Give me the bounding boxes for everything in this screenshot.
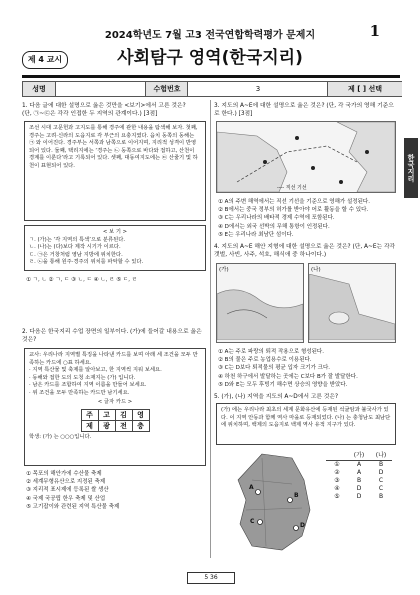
q4-option-2[interactable]: ② B의 물은 주로 농업용수로 이용된다. <box>218 357 312 364</box>
q2-line-4: · 남은 카드를 조합하여 지역 이름을 만들어 보세요. <box>29 382 147 388</box>
q4-map-a-drawing <box>217 274 303 340</box>
page-title: 사회탐구 영역(한국지리) <box>117 48 303 68</box>
q5-point-b: B <box>294 492 299 499</box>
subject-side-tab: 한국지리 <box>404 138 418 198</box>
q3-stem: 3. 지도의 A~E에 대한 설명으로 옳은 것은? (단, 각 국가의 영해 기준으로 한다.) [3점] <box>214 103 394 117</box>
q1-bogi-1: ㄱ. (가)는 ‘각 지역의 특색’으로 분류된다. <box>29 236 126 243</box>
q5-answer-grid <box>326 452 392 501</box>
choice-b: B <box>378 461 384 468</box>
card-cell: 전 <box>115 420 132 431</box>
q3-option-5[interactable]: ⑤ E는 우리나라 최남단 섬이다. <box>218 231 294 238</box>
q5-passage-box <box>216 403 396 445</box>
q3-map-drawing <box>217 122 395 192</box>
name-field <box>55 82 146 96</box>
q3-option-1[interactable]: ① A의 주변 해역에서는 직선 기선을 기준으로 영해가 설정된다. <box>218 199 370 205</box>
choice-num: ③ <box>334 477 340 484</box>
exam-subtitle: 2024학년도 7월 고3 전국연합학력평가 문제지 <box>104 30 316 41</box>
q1-bogi-label: < 보 기 > <box>102 229 128 235</box>
choice-num: ⑤ <box>334 493 340 500</box>
q3-map-legend: ---- 직선 기선 <box>277 185 307 191</box>
q1-stem-line1: 1. 다음 글에 대한 설명으로 옳은 것만을 <보기>에서 고른 것은? <box>22 103 186 109</box>
q2-option-2[interactable]: ② 세계무형유산으로 지정된 축제 <box>26 479 106 486</box>
header-divider <box>22 75 400 78</box>
info-row <box>22 81 402 97</box>
page-footer: 5 36 <box>187 572 235 584</box>
table-header: (가) <box>353 452 365 459</box>
q5-point-d: D <box>300 522 305 529</box>
q5-stem: 5. (가), (나) 지역을 지도의 A~D에서 고른 것은? <box>214 394 339 400</box>
table-row[interactable] <box>326 493 392 501</box>
q4-map-b <box>308 263 396 343</box>
table-row[interactable] <box>326 461 392 470</box>
q5-map-drawing <box>232 450 316 554</box>
table-row[interactable] <box>326 485 392 493</box>
card-cell: 고 <box>98 409 115 420</box>
q2-option-1[interactable]: ① 목포의 해안가에 수산물 축제 <box>26 471 102 477</box>
q2-dialog-box <box>24 348 206 466</box>
q2-stem: 2. 다음은 한국지리 수업 장면의 일부이다. (가)에 들어갈 내용으로 옳은 것은? <box>22 329 202 343</box>
card-cell: 김 <box>115 409 132 420</box>
q2-line-3: · 동해와 접한 도의 도청 소재지는 (가) 입니다. <box>29 374 136 381</box>
q2-line-5: · 위 조건을 모두 만족하는 카드만 남기세요. <box>29 389 130 396</box>
choice-a: A <box>356 469 362 476</box>
q5-passage: (가) 에는 우리나라 최초의 세계 문화유산에 등재된 석굴암과 불국사가 있다. 이 지역 안동과 함께 역사 마을로 등재되었다. (나) 는 충청남도 최남단에 위치하며, 백제의 도읍지로 백제 역사 유적 지구가 있다. <box>221 407 391 428</box>
table-row[interactable] <box>326 469 392 477</box>
q1-passage: 조선 시대 고문헌과 고지도를 통해 경주에 관한 내용을 탐색해 보자. 첫째, 경주는 고려·신라의 도읍지로 각 부근의 요충지였다. 읍치 동쪽의 동해는 ㉠ 와 이어진다. 경주부는 서쪽과 남쪽으로 이어지며, 지리적 성격이 반영되어 있다. 둘째, 택리지에는 ‘경주는 ㉡ 동쪽으로 바다와 접하고, 산천이 경계를 이룬다’라고 기록되어 있다. 셋째, 대동여지도에는 ㉢ 산줄기 및 하천이 표현되어 있다. <box>29 125 198 169</box>
q2-option-3[interactable]: ③ 지리적 표시제에 등록된 쌀 생산 <box>26 487 109 494</box>
q2-option-5[interactable]: ⑤ 고기잡이와 관련된 지역 특산물 축제 <box>26 503 120 510</box>
card-cell: 충 <box>132 420 149 431</box>
choice-b: C <box>378 485 384 492</box>
q1-choices[interactable]: ① ㄱ, ㄴ ② ㄱ, ㄷ ③ ㄴ, ㄷ ④ ㄴ, ㄹ ⑤ ㄷ, ㄹ <box>26 277 138 283</box>
q5-answer-table <box>326 452 392 501</box>
column-divider <box>210 100 211 558</box>
choice-a: D <box>356 485 362 492</box>
q3-option-2[interactable]: ② B에서는 중국 정부의 허가를 받아야 어로 활동을 할 수 있다. <box>218 207 369 214</box>
q3-map <box>216 121 396 193</box>
exam-no-digit: 3 <box>187 82 328 96</box>
choice-num: ② <box>334 469 340 476</box>
table-header: (나) <box>375 452 387 459</box>
q5-map <box>232 450 316 554</box>
choice-a: D <box>356 493 362 500</box>
q4-options <box>218 348 394 389</box>
q2-option-4[interactable]: ④ 국제 국공립 한우 축제 및 산업 <box>26 495 106 502</box>
q2-line-2: · 지역 특산물 및 축제를 알아보고, 한 지역씩 지워 보세요. <box>29 367 162 373</box>
q3-option-3[interactable]: ③ C는 우리나라의 배타적 경제 수역에 포함된다. <box>218 215 335 222</box>
q4-option-5[interactable]: ⑤ D와 E는 모두 후빙기 해수면 상승의 영향을 받았다. <box>218 381 348 388</box>
choice-b: D <box>378 469 384 476</box>
q1-bogi-3: ㄷ. ㉠은 거창처럼 영남 지방에 위치한다. <box>29 251 123 258</box>
q1-bogi-box <box>24 225 206 271</box>
choice-b: B <box>378 493 384 500</box>
q2-options <box>26 470 206 511</box>
choice-num: ① <box>334 461 340 468</box>
choice-a: A <box>356 461 362 468</box>
q4-map-b-drawing <box>309 274 395 340</box>
q4-option-4[interactable]: ④ 하천 하구에서 발달하는 곳에는 C보다 B가 잘 발달한다. <box>218 373 358 380</box>
q4-stem: 4. 지도의 A~E 해안 지형에 대한 설명으로 옳은 것은? (단, A~E는 각각 갯벌, 사빈, 사주, 석호, 해식애 중 하나이다.) <box>214 244 396 258</box>
q1-passage-box <box>24 121 206 221</box>
q2-answer-line: 학생: (가) 는 ○○○입니다. <box>29 433 92 440</box>
q4-map-a <box>216 263 304 343</box>
name-label: 성명 <box>23 82 55 96</box>
q1-stem-line2: (단, ㉠~㉢은 각각 인접한 두 지역의 관계이다.) [3점] <box>22 111 158 117</box>
q4-option-1[interactable]: ① A는 주로 파랑의 퇴적 작용으로 형성된다. <box>218 349 324 355</box>
q4-map-a-label: (가) <box>219 267 229 273</box>
page-number: 1 <box>369 22 380 40</box>
card-cell: 광 <box>98 420 115 431</box>
q2-card-label: < 글자 카드 > <box>97 399 133 405</box>
q1-bogi-4: ㄹ. ㉡을 통해 원주·경주의 위치를 파악할 수 있다. <box>29 259 144 265</box>
q2-card-grid <box>81 409 150 432</box>
q3-option-4[interactable]: ④ D에서는 외국 선박의 무해 통항이 인정된다. <box>218 223 330 230</box>
q5-point-a: A <box>249 484 254 491</box>
q3-options <box>218 198 394 239</box>
choice-label: 제 [ ] 선택 <box>327 82 402 96</box>
q5-point-c: C <box>250 518 255 525</box>
choice-b: C <box>378 477 384 484</box>
card-cell: 영 <box>132 409 149 420</box>
card-cell: 제 <box>81 420 98 431</box>
q4-option-3[interactable]: ③ C는 D보다 퇴적물의 평균 입자 크기가 크다. <box>218 365 331 372</box>
q1-stem <box>22 102 206 118</box>
choice-a: B <box>356 477 362 484</box>
table-header-blank <box>326 452 348 461</box>
q1-bogi-2: ㄴ. (나)는 (다)보다 제작 시기가 이르다. <box>29 244 121 250</box>
period-badge: 제 4 교시 <box>22 51 68 69</box>
table-row[interactable] <box>326 477 392 485</box>
choice-num: ④ <box>334 485 340 492</box>
q2-line-1: 교사: 우리나라 지역별 특징을 나타낸 카드를 보며 아래 세 조건을 모두 만족하는 카드에 ○표 하세요. <box>29 352 198 366</box>
exam-no-label: 수험번호 <box>145 82 188 96</box>
card-cell: 주 <box>81 409 98 420</box>
q4-map-b-label: (나) <box>311 267 321 273</box>
